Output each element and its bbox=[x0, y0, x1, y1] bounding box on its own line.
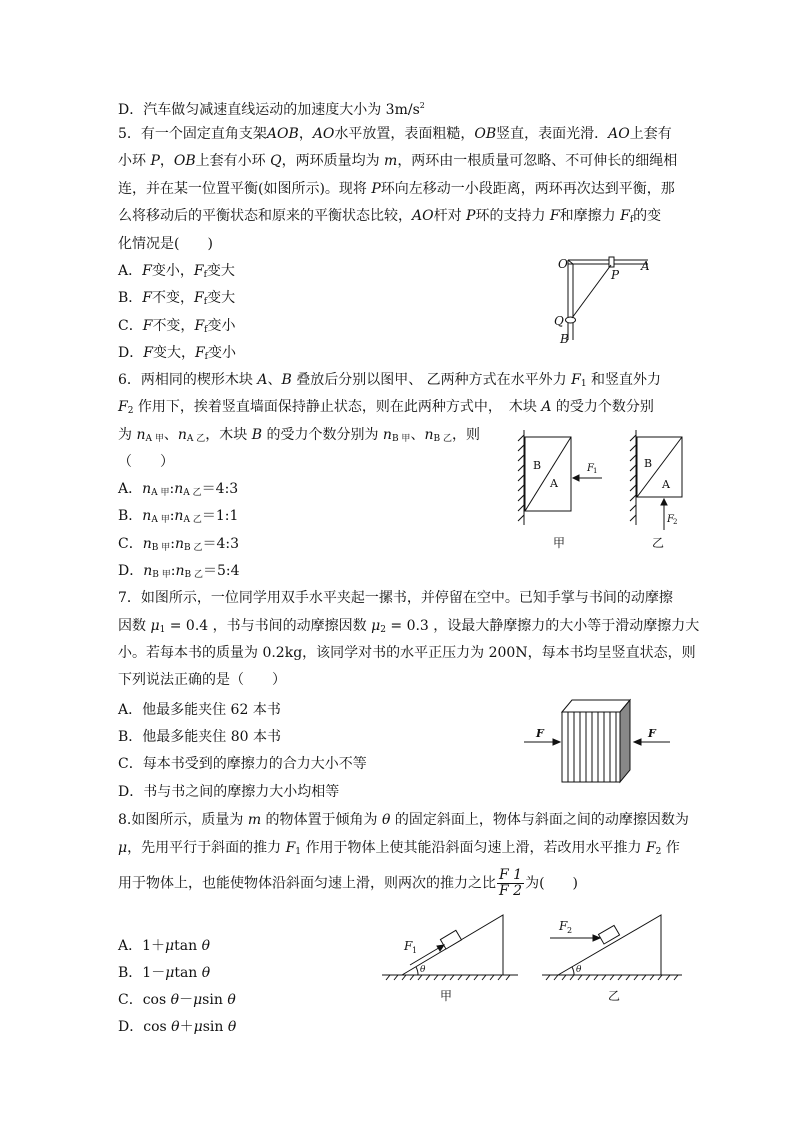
q8-incline-figure bbox=[380, 910, 690, 1010]
q5-option-a: A．F变小，$F_f$变大 bbox=[118, 263, 235, 280]
label-b: B bbox=[560, 332, 569, 346]
q8-caption-jia: 甲 bbox=[440, 989, 453, 1003]
q6-option-a: A．$n_{A 甲}:n_{A 乙}=4:3$ bbox=[118, 481, 239, 498]
q6-wedge-figure bbox=[514, 425, 699, 553]
q7-stem-line-1: 7．如图所示，一位同学用双手水平夹起一摞书，并停留在空中。已知手掌与书间的动摩擦 bbox=[118, 590, 673, 606]
q6-label-f1-sub: 1 bbox=[593, 467, 598, 475]
q5-stem-line-3: 连，并在某一位置平衡(如图所示)。现将 P环向左移动一小段距离，两环再次达到平衡，那 bbox=[118, 181, 675, 197]
q6-stem-line-3: 为 $n_{A 甲}$、$n_{A 乙}$，木块 B 的受力个数分别为 $n_{B 甲}$、$n_{B 乙}$，则 bbox=[118, 427, 480, 444]
q8-option-a: A．1＋μtan θ bbox=[118, 938, 211, 954]
q6-option-d: D．$n_{B 甲}:n_{B 乙}=5:4$ bbox=[118, 563, 240, 580]
q6-stem-line-1: 6．两相同的楔形木块 A、B 叠放后分别以图甲、 乙两种方式在水平外力 $F_1$ 和竖直外力 bbox=[118, 372, 662, 389]
q7-stem-line-3: 小。若每本书的质量为 0.2kg，该同学对书的水平正压力为 200N，每本书均呈竖直状态，则 bbox=[118, 645, 696, 661]
q8-label-f2-sub: 2 bbox=[567, 926, 573, 935]
q6-caption-jia: 甲 bbox=[553, 536, 566, 550]
q8-stem-line-2: μ，先用平行于斜面的推力 $F_1$ 作用于物体上使其能沿斜面匀速上滑，若改用水平推力 $F_2$ 作 bbox=[118, 840, 680, 857]
q6-yi-label-b: B bbox=[644, 457, 653, 470]
q8-option-c: C．cos θ－μsin θ bbox=[118, 992, 236, 1008]
q7-option-a: A．他最多能夹住 62 本书 bbox=[118, 702, 281, 718]
q7-label-f-right: F bbox=[648, 727, 656, 740]
q6-yi-label-a: A bbox=[662, 478, 670, 491]
label-q: Q bbox=[554, 314, 564, 328]
q8-ratio-fraction: $\frac{F 1}{F 2}$ bbox=[499, 867, 523, 899]
q7-option-b: B．他最多能夹住 80 本书 bbox=[118, 729, 282, 745]
q8-label-f1: F bbox=[404, 939, 413, 953]
q8-label-f2: F bbox=[559, 919, 568, 933]
q6-label-f1: F bbox=[587, 463, 594, 474]
q8-yi-theta: θ bbox=[576, 965, 582, 975]
q7-stem-line-2: 因数 $\mu_1 = 0.4$ ，书与书间的动摩擦因数 $\mu_2 = 0.3$ ，设最大静摩擦力的大小等于滑动摩擦力大 bbox=[118, 618, 700, 635]
q8-option-b: B．1－μtan θ bbox=[118, 965, 211, 981]
label-a: A bbox=[641, 259, 650, 273]
q7-option-d: D．书与书之间的摩擦力大小均相等 bbox=[118, 784, 340, 800]
q7-books-figure bbox=[520, 690, 680, 785]
label-p: P bbox=[611, 268, 620, 282]
q8-label-f1-sub: 1 bbox=[412, 946, 418, 955]
label-o: O bbox=[558, 257, 568, 271]
q7-stem-line-4: 下列说法正确的是（ ） bbox=[118, 672, 286, 688]
q8-jia-theta: θ bbox=[420, 965, 426, 975]
q5-stem-line-4: 么将移动后的平衡状态和原来的平衡状态比较，AO杆对 P环的支持力 F和摩擦力 $F_f$的变 bbox=[118, 208, 662, 225]
q5-option-c: C．F不变，$F_f$变小 bbox=[118, 318, 236, 335]
q7-option-c: C．每本书受到的摩擦力的合力大小不等 bbox=[118, 756, 367, 772]
q8-stem-line-1: 8.如图所示，质量为 m 的物体置于倾角为 θ 的固定斜面上，物体与斜面之间的动摩擦因数为 bbox=[118, 812, 689, 828]
q6-jia-label-a: A bbox=[550, 477, 558, 490]
q6-option-b: B．$n_{A 甲}:n_{A 乙}=1:1$ bbox=[118, 508, 239, 525]
q6-jia-label-b: B bbox=[533, 459, 542, 472]
q6-label-f2: F bbox=[667, 514, 674, 525]
q5-stem-line-5: 化情况是( ) bbox=[118, 236, 213, 252]
q4-option-d bbox=[118, 96, 425, 120]
q8-option-d: D．cos θ＋μsin θ bbox=[118, 1019, 237, 1035]
q6-label-f2-sub: 2 bbox=[673, 518, 678, 526]
q5-option-b: B．F不变，$F_f$变大 bbox=[118, 290, 236, 307]
q5-stem-line-1: 5．有一个固定直角支架AOB，AO水平放置，表面粗糙，OB竖直，表面光滑．AO上套有 bbox=[118, 126, 672, 142]
q5-bracket-figure bbox=[548, 252, 668, 348]
q7-label-f-left: F bbox=[536, 727, 544, 740]
q6-stem-line-2: $F_2$ 作用下，挨着竖直墙面保持静止状态，则在此两种方式中， 木块 A 的受力个数分别 bbox=[118, 399, 654, 416]
q8-stem-line-3: 用于物体上，也能使物体沿斜面匀速上滑，则两次的推力之比 $\frac{F 1}{F 2}$ 为( ) bbox=[118, 867, 579, 899]
q5-option-d: D．F变大，$F_f$变小 bbox=[118, 345, 237, 362]
q6-option-c: C．$n_{B 甲}:n_{B 乙}=4:3$ bbox=[118, 536, 239, 553]
q5-stem-line-2: 小环 P，OB上套有小环 Q，两环质量均为 m，两环由一根质量可忽略、不可伸长的细绳相 bbox=[118, 153, 678, 169]
q6-stem-line-4: （ ） bbox=[118, 454, 174, 470]
q8-caption-yi: 乙 bbox=[608, 989, 621, 1003]
q4-option-d-text: D．汽车做匀减速直线运动的加速度大小为 3m/s bbox=[118, 102, 420, 118]
q4-option-d-exp: 2 bbox=[419, 101, 425, 110]
q6-caption-yi: 乙 bbox=[652, 536, 665, 550]
